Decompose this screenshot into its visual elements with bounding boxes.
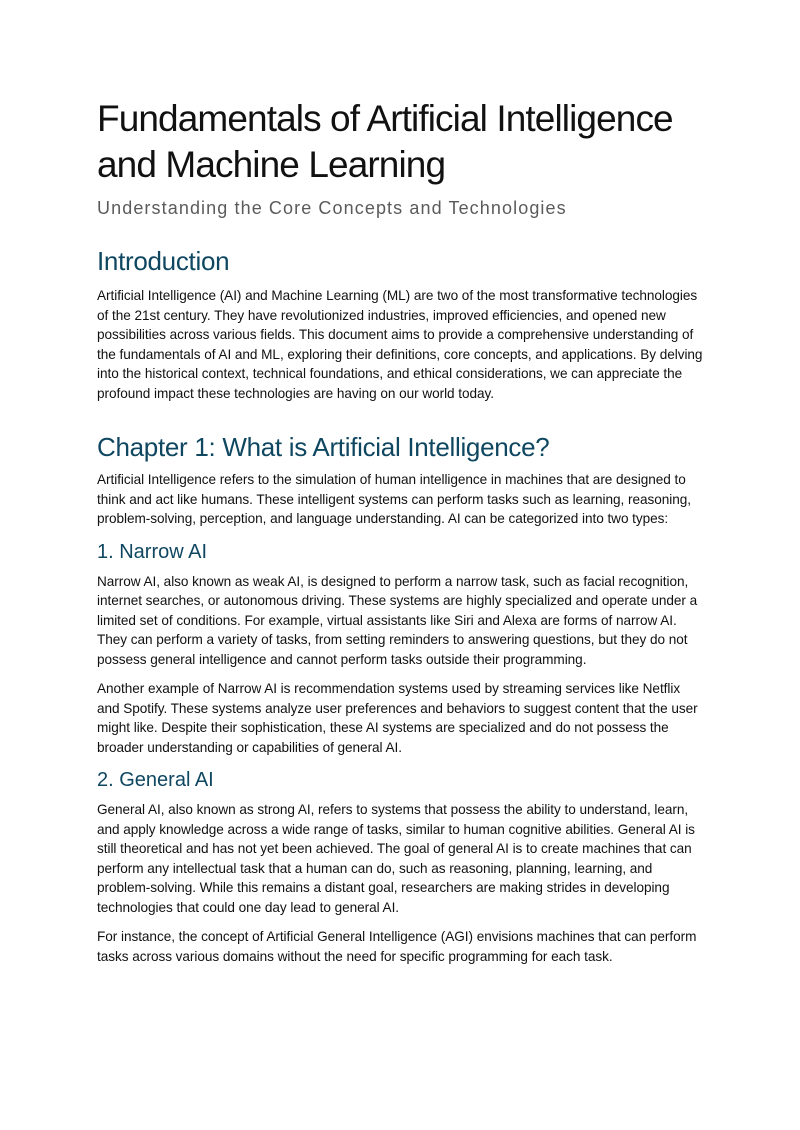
narrow-ai-paragraph: Another example of Narrow AI is recommendation systems used by streaming services like Netflix and Spotify. These systems analyze user preferences and behaviors to suggest content that the user might like. Despite their sophistication, these AI systems are specialized and do not possess the broader understanding or capabilities of general AI. — [97, 681, 698, 755]
narrow-ai-paragraph: Narrow AI, also known as weak AI, is designed to perform a narrow task, such as facial recognition, internet searches, or autonomous driving. These systems are highly specialized and operate under a limited set of conditions. For example, virtual assistants like Siri and Alexa are forms of narrow AI. They can perform a variety of tasks, from setting reminders to answering questions, but they do not possess general intelligence and cannot perform tasks outside their programming. — [97, 573, 698, 667]
narrow-ai-heading: 1. Narrow AI — [97, 540, 208, 563]
document-title: Fundamentals of Artificial Intelligence and Machine Learning — [97, 98, 673, 185]
chapter-1-heading: Chapter 1: What is Artificial Intelligence? — [97, 432, 550, 462]
document-page — [97, 96, 703, 966]
introduction-heading: Introduction — [97, 246, 230, 276]
introduction-paragraph: Artificial Intelligence (AI) and Machine Learning (ML) are two of the most transformative technologies of the 21st century. They have revolutionized industries, improved efficiencies, and opened new possibilities across various fields. This document aims to provide a comprehensive understanding of the fundamentals of AI and ML, exploring their definitions, core concepts, and applications. By delving into the historical context, technical foundations, and ethical considerations, we can appreciate the profound impact these technologies are having on our world today. — [97, 288, 703, 401]
general-ai-paragraph: General AI, also known as strong AI, refers to systems that possess the ability to understand, learn, and apply knowledge across a wide range of tasks, similar to human cognitive abilities. General AI is still theoretical and has not yet been achieved. The goal of general AI is to create machines that can perform any intellectual task that a human can do, such as reasoning, planning, learning, and problem-solving. While this remains a distant goal, researchers are making strides in developing technologies that could one day lead to general AI. — [97, 802, 695, 915]
general-ai-paragraph: For instance, the concept of Artificial General Intelligence (AGI) envisions machines that can perform tasks across various domains without the need for specific programming for each task. — [97, 929, 697, 964]
document-subtitle: Understanding the Core Concepts and Technologies — [97, 198, 567, 218]
general-ai-heading: 2. General AI — [97, 769, 214, 791]
chapter-1-paragraph: Artificial Intelligence refers to the simulation of human intelligence in machines that are designed to think and act like humans. These intelligent systems can perform tasks such as learning, reasoning, problem-solving, perception, and language understanding. AI can be categorized into two types: — [97, 472, 691, 526]
